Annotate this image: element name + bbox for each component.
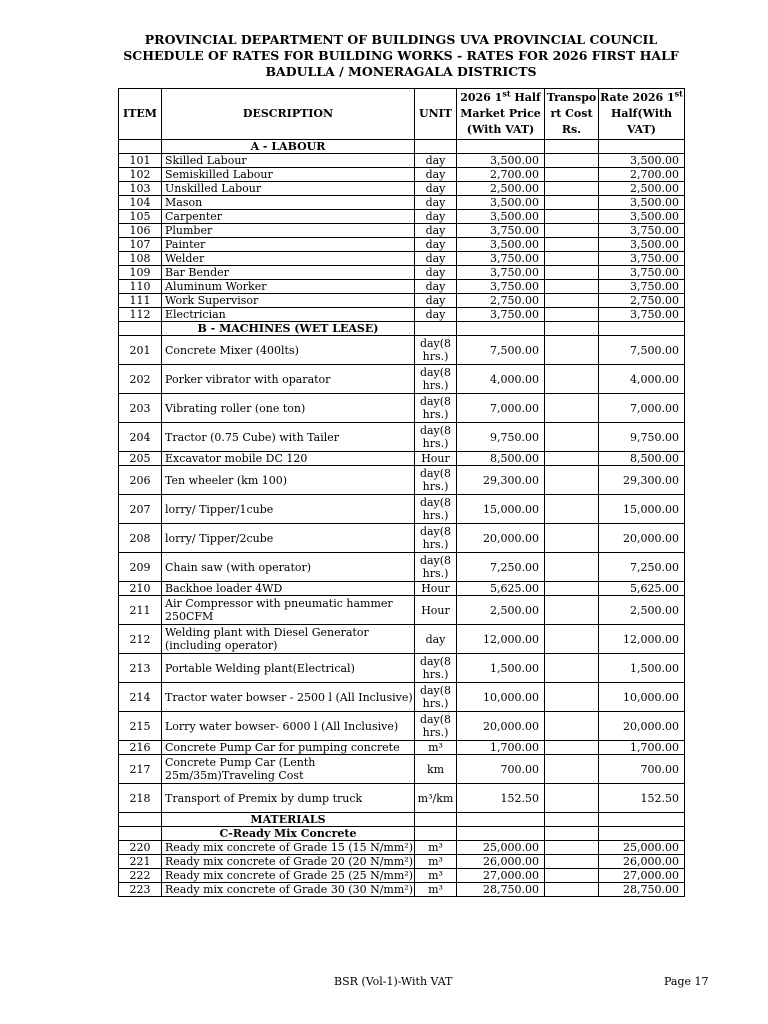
rate-value: 2,500.00 [599,182,685,196]
rate-value: 2,750.00 [599,294,685,308]
rate-value: 152.50 [599,784,685,813]
item-unit: day [415,182,457,196]
empty-cell [457,322,545,336]
item-unit: day(8 hrs.) [415,683,457,712]
table-row [119,741,685,755]
rate-value: 4,000.00 [599,365,685,394]
market-price: 152.50 [457,784,545,813]
item-number: 222 [119,869,162,883]
empty-cell [599,827,685,841]
empty-cell [457,813,545,827]
table-row [119,841,685,855]
item-description: Ready mix concrete of Grade 20 (20 N/mm²) [162,855,415,869]
table-row [119,883,685,897]
item-description: Porker vibrator with oparator [162,365,415,394]
transport-cost [545,755,599,784]
item-unit: m³ [415,855,457,869]
item-unit: m³/km [415,784,457,813]
item-number: 223 [119,883,162,897]
market-price: 7,500.00 [457,336,545,365]
item-unit: day(8 hrs.) [415,466,457,495]
empty-cell [119,322,162,336]
item-number: 212 [119,625,162,654]
item-number: 103 [119,182,162,196]
item-number: 106 [119,224,162,238]
rate-value: 3,750.00 [599,224,685,238]
item-description: Ready mix concrete of Grade 15 (15 N/mm²) [162,841,415,855]
item-number: 217 [119,755,162,784]
item-number: 218 [119,784,162,813]
rate-value: 20,000.00 [599,712,685,741]
item-unit: m³ [415,741,457,755]
item-number: 111 [119,294,162,308]
empty-cell [415,827,457,841]
item-unit: day [415,308,457,322]
transport-cost [545,423,599,452]
item-description: Vibrating roller (one ton) [162,394,415,423]
empty-cell [415,322,457,336]
item-unit: km [415,755,457,784]
transport-cost [545,495,599,524]
table-header-row [119,89,685,140]
rate-value: 3,500.00 [599,154,685,168]
market-price: 7,250.00 [457,553,545,582]
item-description: Plumber [162,224,415,238]
item-description: Aluminum Worker [162,280,415,294]
rate-value: 12,000.00 [599,625,685,654]
transport-cost [545,308,599,322]
market-price: 9,750.00 [457,423,545,452]
market-price: 3,750.00 [457,252,545,266]
item-unit: day [415,224,457,238]
empty-cell [545,322,599,336]
item-unit: Hour [415,452,457,466]
item-description: Work Supervisor [162,294,415,308]
item-unit: day [415,294,457,308]
market-price: 20,000.00 [457,712,545,741]
section-header-row [119,827,685,841]
empty-cell [415,140,457,154]
item-number: 216 [119,741,162,755]
footer-page-number: Page 17 [664,975,709,988]
item-description: Mason [162,196,415,210]
market-price: 29,300.00 [457,466,545,495]
table-row [119,553,685,582]
table-row [119,869,685,883]
item-unit: day [415,252,457,266]
transport-cost [545,252,599,266]
transport-cost [545,883,599,897]
table-row [119,154,685,168]
rate-value: 3,750.00 [599,266,685,280]
item-number: 209 [119,553,162,582]
empty-cell [545,813,599,827]
item-unit: m³ [415,883,457,897]
item-number: 213 [119,654,162,683]
transport-cost [545,553,599,582]
table-row [119,336,685,365]
table-row [119,294,685,308]
transport-cost [545,741,599,755]
rate-value: 26,000.00 [599,855,685,869]
col-header-unit: UNIT [415,89,457,140]
transport-cost [545,869,599,883]
item-unit: day(8 hrs.) [415,394,457,423]
market-price: 7,000.00 [457,394,545,423]
transport-cost [545,582,599,596]
item-unit: day [415,238,457,252]
item-number: 206 [119,466,162,495]
table-body [119,140,685,897]
market-price: 3,750.00 [457,224,545,238]
item-number: 109 [119,266,162,280]
table-row [119,654,685,683]
item-number: 202 [119,365,162,394]
table-row [119,423,685,452]
item-description: Lorry water bowser- 6000 l (All Inclusive) [162,712,415,741]
market-price: 15,000.00 [457,495,545,524]
table-row [119,495,685,524]
item-description: Semiskilled Labour [162,168,415,182]
item-number: 211 [119,596,162,625]
market-price: 12,000.00 [457,625,545,654]
market-price: 2,750.00 [457,294,545,308]
rates-table [118,88,685,897]
rate-value: 10,000.00 [599,683,685,712]
item-description: Chain saw (with operator) [162,553,415,582]
header-line-2: SCHEDULE OF RATES FOR BUILDING WORKS - RATES FOR 2026 FIRST HALF [123,48,679,63]
item-unit: Hour [415,596,457,625]
table-row [119,625,685,654]
table-row [119,596,685,625]
transport-cost [545,466,599,495]
document-header [118,32,684,80]
item-description: Portable Welding plant(Electrical) [162,654,415,683]
item-number: 208 [119,524,162,553]
table-row [119,524,685,553]
table-row [119,308,685,322]
market-price: 5,625.00 [457,582,545,596]
market-price: 2,700.00 [457,168,545,182]
item-unit: day(8 hrs.) [415,495,457,524]
rate-value: 1,500.00 [599,654,685,683]
transport-cost [545,280,599,294]
item-description: Ready mix concrete of Grade 25 (25 N/mm²) [162,869,415,883]
rate-value: 29,300.00 [599,466,685,495]
item-unit: day [415,280,457,294]
item-unit: day(8 hrs.) [415,712,457,741]
transport-cost [545,524,599,553]
table-row [119,224,685,238]
section-title: C-Ready Mix Concrete [162,827,415,841]
item-description: Bar Bender [162,266,415,280]
market-price: 1,700.00 [457,741,545,755]
rate-value: 7,500.00 [599,336,685,365]
market-price: 3,750.00 [457,308,545,322]
transport-cost [545,654,599,683]
table-row [119,238,685,252]
section-title: MATERIALS [162,813,415,827]
item-description: lorry/ Tipper/1cube [162,495,415,524]
item-description: Welding plant with Diesel Generator (including operator) [162,625,415,654]
item-description: Concrete Mixer (400lts) [162,336,415,365]
col-header-description: DESCRIPTION [162,89,415,140]
transport-cost [545,224,599,238]
empty-cell [599,322,685,336]
empty-cell [415,813,457,827]
table-row [119,784,685,813]
item-number: 205 [119,452,162,466]
item-unit: day [415,210,457,224]
transport-cost [545,394,599,423]
rate-value: 3,500.00 [599,196,685,210]
item-unit: day [415,196,457,210]
item-number: 215 [119,712,162,741]
rate-value: 7,000.00 [599,394,685,423]
item-number: 107 [119,238,162,252]
header-line-1: PROVINCIAL DEPARTMENT OF BUILDINGS UVA PROVINCIAL COUNCIL [144,32,658,47]
item-number: 204 [119,423,162,452]
item-description: Concrete Pump Car (Lenth 25m/35m)Traveling Cost [162,755,415,784]
item-unit: day [415,154,457,168]
item-description: Painter [162,238,415,252]
table-row [119,210,685,224]
table-row [119,755,685,784]
transport-cost [545,182,599,196]
section-header-row [119,813,685,827]
item-description: Tractor water bowser - 2500 l (All Inclusive) [162,683,415,712]
table-row [119,266,685,280]
item-number: 101 [119,154,162,168]
rate-value: 5,625.00 [599,582,685,596]
transport-cost [545,784,599,813]
transport-cost [545,168,599,182]
item-number: 220 [119,841,162,855]
table-row [119,394,685,423]
table-row [119,280,685,294]
section-title: A - LABOUR [162,140,415,154]
rate-value: 3,750.00 [599,308,685,322]
col-header-item: ITEM [119,89,162,140]
rate-value: 8,500.00 [599,452,685,466]
item-unit: m³ [415,841,457,855]
transport-cost [545,266,599,280]
item-description: Carpenter [162,210,415,224]
item-unit: day(8 hrs.) [415,553,457,582]
empty-cell [599,140,685,154]
col-header-market-price: 2026 1st Half Market Price (With VAT) [457,89,545,140]
table-row [119,855,685,869]
market-price: 700.00 [457,755,545,784]
empty-cell [545,140,599,154]
item-number: 201 [119,336,162,365]
col-header-transport: Transpo rt Cost Rs. [545,89,599,140]
transport-cost [545,365,599,394]
table-row [119,365,685,394]
table-row [119,196,685,210]
item-description: Ready mix concrete of Grade 30 (30 N/mm²) [162,883,415,897]
market-price: 2,500.00 [457,596,545,625]
rate-value: 3,500.00 [599,210,685,224]
rate-value: 1,700.00 [599,741,685,755]
transport-cost [545,210,599,224]
item-unit: day(8 hrs.) [415,423,457,452]
empty-cell [119,827,162,841]
item-number: 203 [119,394,162,423]
table-row [119,182,685,196]
item-number: 207 [119,495,162,524]
rate-value: 3,750.00 [599,280,685,294]
rate-value: 9,750.00 [599,423,685,452]
item-number: 221 [119,855,162,869]
item-description: Transport of Premix by dump truck [162,784,415,813]
col-header-rate: Rate 2026 1st Half(With VAT) [599,89,685,140]
empty-cell [457,140,545,154]
market-price: 3,500.00 [457,154,545,168]
empty-cell [457,827,545,841]
rate-value: 700.00 [599,755,685,784]
table-row [119,252,685,266]
empty-cell [119,140,162,154]
empty-cell [119,813,162,827]
market-price: 3,500.00 [457,238,545,252]
transport-cost [545,294,599,308]
rate-value: 7,250.00 [599,553,685,582]
empty-cell [545,827,599,841]
item-unit: m³ [415,869,457,883]
transport-cost [545,196,599,210]
table-row [119,712,685,741]
transport-cost [545,452,599,466]
item-description: lorry/ Tipper/2cube [162,524,415,553]
market-price: 3,500.00 [457,196,545,210]
item-unit: day(8 hrs.) [415,336,457,365]
item-number: 210 [119,582,162,596]
section-header-row [119,322,685,336]
market-price: 3,750.00 [457,280,545,294]
item-description: Backhoe loader 4WD [162,582,415,596]
table-row [119,168,685,182]
item-number: 104 [119,196,162,210]
item-unit: day [415,625,457,654]
item-number: 110 [119,280,162,294]
rate-value: 3,750.00 [599,252,685,266]
table-row [119,452,685,466]
section-header-row [119,140,685,154]
market-price: 10,000.00 [457,683,545,712]
footer-volume: BSR (Vol-1)-With VAT [334,975,453,988]
rate-value: 15,000.00 [599,495,685,524]
item-description: Air Compressor with pneumatic hammer 250CFM [162,596,415,625]
rate-value: 25,000.00 [599,841,685,855]
item-description: Skilled Labour [162,154,415,168]
item-number: 108 [119,252,162,266]
item-number: 214 [119,683,162,712]
item-unit: day [415,266,457,280]
table-row [119,466,685,495]
transport-cost [545,712,599,741]
market-price: 2,500.00 [457,182,545,196]
market-price: 28,750.00 [457,883,545,897]
transport-cost [545,855,599,869]
item-number: 112 [119,308,162,322]
transport-cost [545,683,599,712]
item-unit: day [415,168,457,182]
section-title: B - MACHINES (WET LEASE) [162,322,415,336]
market-price: 3,500.00 [457,210,545,224]
item-description: Concrete Pump Car for pumping concrete [162,741,415,755]
table-row [119,582,685,596]
header-line-3: BADULLA / MONERAGALA DISTRICTS [265,64,537,79]
transport-cost [545,238,599,252]
rate-value: 3,500.00 [599,238,685,252]
market-price: 25,000.00 [457,841,545,855]
item-description: Ten wheeler (km 100) [162,466,415,495]
item-unit: day(8 hrs.) [415,524,457,553]
market-price: 26,000.00 [457,855,545,869]
item-description: Electrician [162,308,415,322]
item-unit: day(8 hrs.) [415,654,457,683]
transport-cost [545,625,599,654]
empty-cell [599,813,685,827]
item-description: Unskilled Labour [162,182,415,196]
rate-value: 20,000.00 [599,524,685,553]
transport-cost [545,154,599,168]
market-price: 20,000.00 [457,524,545,553]
market-price: 4,000.00 [457,365,545,394]
table-row [119,683,685,712]
item-number: 105 [119,210,162,224]
item-number: 102 [119,168,162,182]
market-price: 8,500.00 [457,452,545,466]
market-price: 3,750.00 [457,266,545,280]
transport-cost [545,596,599,625]
transport-cost [545,841,599,855]
rate-value: 2,500.00 [599,596,685,625]
transport-cost [545,336,599,365]
market-price: 27,000.00 [457,869,545,883]
item-description: Excavator mobile DC 120 [162,452,415,466]
item-description: Welder [162,252,415,266]
rate-value: 2,700.00 [599,168,685,182]
rate-value: 28,750.00 [599,883,685,897]
item-unit: Hour [415,582,457,596]
item-unit: day(8 hrs.) [415,365,457,394]
item-description: Tractor (0.75 Cube) with Tailer [162,423,415,452]
rate-value: 27,000.00 [599,869,685,883]
market-price: 1,500.00 [457,654,545,683]
